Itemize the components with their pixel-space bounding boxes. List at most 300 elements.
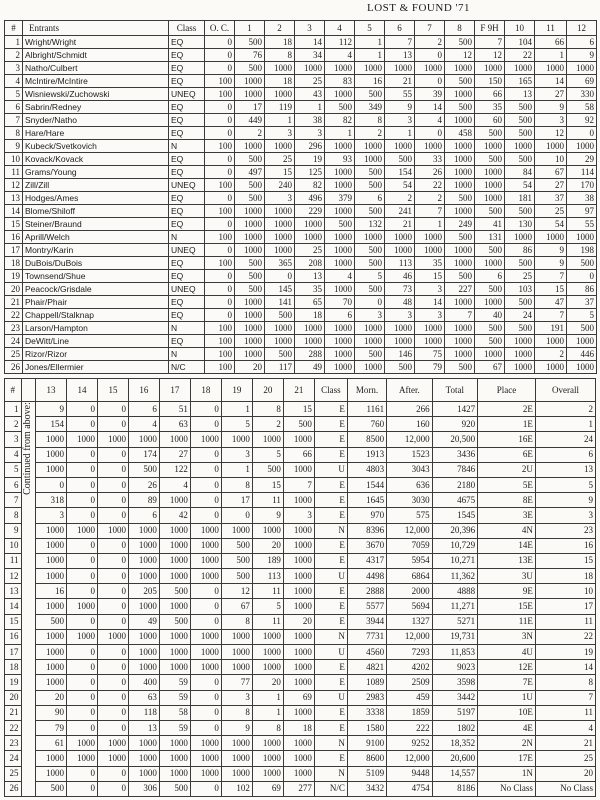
table-cell: 1000: [535, 231, 567, 244]
table-cell: 1: [252, 705, 283, 720]
table-cell: 1: [295, 101, 325, 114]
table-cell: 0: [66, 553, 97, 568]
table-row: [5, 166, 597, 179]
table-cell: 17: [235, 101, 265, 114]
table-cell: EQ: [169, 127, 205, 140]
table-row: [5, 432, 596, 447]
column-header: 7: [415, 21, 445, 36]
table-cell: 4: [128, 417, 159, 432]
table-cell: 1000: [283, 538, 314, 553]
table-cell: 1000: [445, 335, 475, 348]
table-cell: 575: [387, 508, 432, 523]
table-cell: E: [314, 599, 347, 614]
table-cell: 77: [221, 675, 252, 690]
table-cell: 4498: [347, 569, 386, 584]
table-cell: EQ: [169, 101, 205, 114]
table-cell: 1000: [355, 231, 385, 244]
table-cell: 1000: [505, 335, 535, 348]
table-cell: 15E: [478, 599, 536, 614]
table-cell: 42: [159, 508, 190, 523]
table-cell: 497: [235, 166, 265, 179]
table-row: [5, 553, 596, 568]
table-cell: 21: [5, 705, 22, 720]
table-cell: 15: [535, 283, 567, 296]
table-cell: 8: [355, 114, 385, 127]
table-cell: 3: [35, 508, 66, 523]
table-cell: 11E: [478, 614, 536, 629]
table-cell: 8: [5, 508, 22, 523]
table-cell: 500: [283, 417, 314, 432]
table-cell: 51: [159, 402, 190, 417]
table-cell: 160: [387, 417, 432, 432]
table-cell: 500: [505, 101, 535, 114]
table-cell: 1545: [432, 508, 477, 523]
table-cell: E: [314, 447, 347, 462]
table-cell: 500: [355, 205, 385, 218]
table-cell: 7293: [387, 645, 432, 660]
table-cell: 8186: [432, 781, 477, 796]
table-cell: UNEQ: [169, 244, 205, 257]
table-cell: 4: [325, 270, 355, 283]
table-row: [5, 629, 596, 644]
table-cell: 100: [205, 348, 235, 361]
table-cell: 1000: [445, 114, 475, 127]
table-cell: 4: [325, 49, 355, 62]
table-cell: 1000: [190, 766, 221, 781]
table-cell: 37: [567, 296, 597, 309]
table-cell: 0: [205, 309, 235, 322]
table-cell: 1523: [387, 447, 432, 462]
table-cell: 920: [432, 417, 477, 432]
table-cell: 1000: [265, 62, 295, 75]
table-cell: 330: [567, 88, 597, 101]
table-cell: 6: [5, 101, 23, 114]
table-cell: 1000: [567, 140, 597, 153]
table-cell: 3338: [347, 705, 386, 720]
table-cell: 1000: [190, 629, 221, 644]
table-cell: 19: [295, 153, 325, 166]
table-cell: 9023: [432, 660, 477, 675]
table-cell: 10: [5, 538, 22, 553]
table-cell: 5: [5, 88, 23, 101]
table-cell: 1000: [385, 335, 415, 348]
table-cell: 500: [475, 153, 505, 166]
table-cell: 1000: [283, 629, 314, 644]
table-cell: 1000: [128, 766, 159, 781]
table-cell: 1000: [475, 192, 505, 205]
table-cell: 0: [415, 75, 445, 88]
table-cell: 1000: [235, 140, 265, 153]
table-cell: 8: [221, 477, 252, 492]
table-cell: 4: [415, 114, 445, 127]
table-cell: 1000: [325, 179, 355, 192]
table-cell: 1000: [535, 62, 567, 75]
table-cell: 4821: [347, 660, 386, 675]
table-cell: 16: [5, 231, 23, 244]
table-cell: 102: [221, 781, 252, 796]
table-cell: 1000: [283, 584, 314, 599]
table-cell: 0: [66, 705, 97, 720]
table-cell: 0: [205, 296, 235, 309]
table-cell: 0: [205, 114, 235, 127]
table-cell: 1000: [535, 361, 567, 374]
table-cell: 500: [235, 270, 265, 283]
table-row: [5, 584, 596, 599]
table-cell: 9: [5, 140, 23, 153]
table-cell: 500: [252, 462, 283, 477]
table-cell: 8: [5, 127, 23, 140]
table-cell: 0: [66, 417, 97, 432]
table-cell: 1000: [159, 493, 190, 508]
table-row: [5, 690, 596, 705]
table-cell: 10,271: [432, 553, 477, 568]
table-row: [5, 101, 597, 114]
table-cell: 1000: [159, 645, 190, 660]
table-cell: 400: [128, 675, 159, 690]
table-cell: 25: [535, 751, 595, 766]
table-cell: 18: [535, 569, 595, 584]
table-cell: 1000: [415, 244, 445, 257]
column-header: 18: [190, 379, 221, 402]
table-cell: 92: [567, 114, 597, 127]
table-cell: 0: [190, 614, 221, 629]
table-cell: 1000: [190, 432, 221, 447]
table-cell: 1000: [235, 88, 265, 101]
table-cell: 7846: [432, 462, 477, 477]
table-cell: 1000: [35, 538, 66, 553]
table-cell: 9100: [347, 736, 386, 751]
table-cell: 35: [415, 257, 445, 270]
table-row: [5, 179, 597, 192]
table-cell: 1000: [415, 231, 445, 244]
table-row: [5, 462, 596, 477]
table-cell: 66: [535, 36, 567, 49]
table-cell: 0: [97, 584, 128, 599]
table-cell: 1000: [505, 348, 535, 361]
table-cell: 5: [567, 309, 597, 322]
table-cell: 8396: [347, 523, 386, 538]
table-cell: 25: [505, 270, 535, 283]
table-cell: 349: [355, 101, 385, 114]
table-cell: 118: [128, 705, 159, 720]
table-cell: 500: [235, 257, 265, 270]
table-cell: 0: [97, 462, 128, 477]
table-cell: 1: [355, 49, 385, 62]
table-cell: 13: [5, 192, 23, 205]
column-header: 13: [35, 379, 66, 402]
table-cell: 2: [5, 417, 22, 432]
table-row: [5, 348, 597, 361]
table-cell: 19: [5, 270, 23, 283]
table-cell: 1000: [445, 166, 475, 179]
table-cell: 9252: [387, 736, 432, 751]
entrant-name: Albright/Schmidt: [23, 49, 169, 62]
table-cell: 0: [66, 675, 97, 690]
entrant-name: Phair/Phair: [23, 296, 169, 309]
table-cell: 0: [190, 599, 221, 614]
table-cell: 191: [535, 322, 567, 335]
table-cell: 15: [265, 166, 295, 179]
table-row: [5, 361, 597, 374]
table-cell: 2: [385, 192, 415, 205]
table-cell: 100: [205, 75, 235, 88]
table-cell: 249: [445, 218, 475, 231]
table-cell: 29: [567, 153, 597, 166]
table-cell: 1000: [235, 296, 265, 309]
table-cell: 500: [445, 36, 475, 49]
table-cell: 1000: [265, 244, 295, 257]
table-cell: 3: [265, 127, 295, 140]
table-cell: 21: [385, 75, 415, 88]
table-cell: 67: [221, 599, 252, 614]
table-cell: 100: [205, 361, 235, 374]
table-cell: 18: [5, 257, 23, 270]
table-cell: 241: [385, 205, 415, 218]
table-cell: 0: [97, 766, 128, 781]
sidebar-header: [21, 379, 35, 402]
table-cell: 10,729: [432, 538, 477, 553]
table-cell: 24: [5, 751, 22, 766]
table-cell: 5E: [478, 477, 536, 492]
table-cell: 1: [221, 462, 252, 477]
table-cell: E: [314, 402, 347, 417]
table-row: [5, 49, 597, 62]
table-cell: 59: [159, 675, 190, 690]
table-cell: N: [169, 231, 205, 244]
column-header: Entrants: [23, 21, 169, 36]
table-cell: 500: [475, 335, 505, 348]
table-cell: 449: [235, 114, 265, 127]
table-cell: 26: [415, 166, 445, 179]
table-cell: 104: [505, 36, 535, 49]
table-cell: 0: [66, 690, 97, 705]
table-cell: 189: [252, 553, 283, 568]
table-cell: 1000: [35, 523, 66, 538]
table-cell: 1000: [355, 335, 385, 348]
table-cell: 0: [66, 720, 97, 735]
table-cell: 1000: [415, 335, 445, 348]
table-cell: 1000: [385, 322, 415, 335]
table-cell: 17E: [478, 751, 536, 766]
table-cell: 1U: [478, 690, 536, 705]
table-cell: 0: [97, 690, 128, 705]
table-cell: 227: [445, 283, 475, 296]
table-cell: 0: [97, 569, 128, 584]
table-cell: 67: [475, 361, 505, 374]
table-cell: 500: [355, 257, 385, 270]
table-cell: 1000: [265, 205, 295, 218]
table-cell: 0: [205, 36, 235, 49]
table-cell: 7: [415, 205, 445, 218]
table-cell: 1000: [535, 335, 567, 348]
entrant-name: Larson/Hampton: [23, 322, 169, 335]
table-row: [5, 599, 596, 614]
table-cell: 500: [35, 781, 66, 796]
table-cell: 58: [159, 705, 190, 720]
table-cell: E: [314, 614, 347, 629]
table-row: [5, 675, 596, 690]
table-cell: 0: [205, 192, 235, 205]
table-cell: 25: [5, 348, 23, 361]
table-cell: 1000: [159, 629, 190, 644]
entrant-name: Hare/Hare: [23, 127, 169, 140]
table-cell: 22: [415, 179, 445, 192]
table-cell: E: [314, 432, 347, 447]
table-cell: 1000: [221, 432, 252, 447]
table-cell: 60: [475, 114, 505, 127]
table-cell: 33: [415, 153, 445, 166]
table-cell: 3: [535, 508, 595, 523]
table-cell: 2E: [478, 402, 536, 417]
table-cell: 1000: [35, 569, 66, 584]
table-cell: 0: [97, 417, 128, 432]
table-cell: 6: [535, 447, 595, 462]
table-cell: 2: [235, 127, 265, 140]
table-cell: 3: [295, 127, 325, 140]
table-cell: 55: [567, 218, 597, 231]
table-cell: 86: [505, 244, 535, 257]
table-cell: 1000: [475, 166, 505, 179]
table-cell: 1000: [283, 599, 314, 614]
table-cell: 39: [415, 88, 445, 101]
table-cell: 8600: [347, 751, 386, 766]
table-cell: 46: [385, 270, 415, 283]
table-cell: 1000: [567, 361, 597, 374]
table-cell: 3N: [478, 629, 536, 644]
table-cell: 22: [5, 309, 23, 322]
table-cell: 122: [159, 462, 190, 477]
table-cell: 16E: [478, 432, 536, 447]
entrant-name: Kubeck/Svetkovich: [23, 140, 169, 153]
table-cell: 100: [205, 257, 235, 270]
table-cell: 1000: [235, 231, 265, 244]
table-cell: 0: [415, 49, 445, 62]
table-cell: 318: [35, 493, 66, 508]
table-cell: 75: [415, 348, 445, 361]
table-cell: 20: [252, 538, 283, 553]
table-cell: 22: [505, 49, 535, 62]
table-cell: 3436: [432, 447, 477, 462]
table-cell: 1000: [128, 538, 159, 553]
table-cell: 13: [128, 720, 159, 735]
table-cell: 446: [567, 348, 597, 361]
table-cell: 59: [159, 690, 190, 705]
table-cell: 54: [385, 179, 415, 192]
table-cell: 1000: [97, 432, 128, 447]
table-cell: 3: [283, 508, 314, 523]
table-cell: 1000: [128, 523, 159, 538]
table-cell: 9: [535, 257, 567, 270]
table-cell: 500: [221, 569, 252, 584]
table-cell: 1000: [252, 736, 283, 751]
table-cell: 500: [475, 244, 505, 257]
table-cell: 3: [221, 447, 252, 462]
table-cell: 37: [535, 192, 567, 205]
table-cell: 10E: [478, 705, 536, 720]
table-cell: 20,600: [432, 751, 477, 766]
entrant-name: DeWitt/Line: [23, 335, 169, 348]
table-cell: 119: [265, 101, 295, 114]
table-cell: 0: [205, 127, 235, 140]
table-cell: 1000: [325, 335, 355, 348]
table-cell: 1000: [35, 675, 66, 690]
table-cell: 1000: [252, 523, 283, 538]
table-cell: 7: [5, 493, 22, 508]
table-cell: 69: [252, 781, 283, 796]
table-cell: No Class: [478, 781, 536, 796]
bottom-header-row: [5, 379, 596, 402]
table-cell: 15: [535, 553, 595, 568]
table-cell: 1000: [159, 766, 190, 781]
table-cell: 4: [5, 75, 23, 88]
table-cell: 1000: [283, 751, 314, 766]
table-cell: 500: [221, 538, 252, 553]
table-cell: 9: [535, 101, 567, 114]
table-cell: 100: [205, 205, 235, 218]
table-cell: 103: [505, 283, 535, 296]
table-cell: 500: [355, 166, 385, 179]
table-cell: 1000: [190, 553, 221, 568]
table-cell: 0: [190, 675, 221, 690]
results-table-bottom: [4, 378, 596, 797]
table-cell: 1000: [283, 493, 314, 508]
table-cell: 1000: [221, 660, 252, 675]
table-cell: 4754: [387, 781, 432, 796]
table-row: [5, 417, 596, 432]
table-cell: EQ: [169, 153, 205, 166]
table-cell: 20: [5, 690, 22, 705]
entrant-name: Peacock/Grisdale: [23, 283, 169, 296]
table-cell: 4E: [478, 720, 536, 735]
table-cell: 55: [385, 88, 415, 101]
table-cell: 3: [5, 62, 23, 75]
table-cell: 1000: [475, 62, 505, 75]
table-cell: 458: [445, 127, 475, 140]
table-cell: 100: [205, 179, 235, 192]
table-cell: 500: [325, 101, 355, 114]
table-cell: 0: [66, 584, 97, 599]
column-header: After.: [387, 379, 432, 402]
entrant-name: Grams/Young: [23, 166, 169, 179]
table-cell: 9: [252, 508, 283, 523]
table-cell: 17: [221, 493, 252, 508]
table-cell: 6: [355, 192, 385, 205]
table-cell: 1000: [325, 88, 355, 101]
table-cell: E: [314, 493, 347, 508]
table-cell: 3: [355, 309, 385, 322]
table-cell: 1000: [252, 766, 283, 781]
table-cell: EQ: [169, 166, 205, 179]
entrant-name: Aprill/Welch: [23, 231, 169, 244]
table-cell: 1000: [159, 751, 190, 766]
table-cell: 6864: [387, 569, 432, 584]
table-cell: 83: [325, 75, 355, 88]
table-cell: 21: [535, 736, 595, 751]
table-cell: 1000: [35, 447, 66, 462]
table-cell: 1000: [445, 179, 475, 192]
table-cell: 0: [190, 705, 221, 720]
table-cell: 14: [535, 660, 595, 675]
table-cell: 1000: [235, 75, 265, 88]
table-cell: 2509: [387, 675, 432, 690]
table-cell: 154: [385, 166, 415, 179]
table-cell: 14E: [478, 538, 536, 553]
table-cell: 12: [5, 569, 22, 584]
table-cell: 13: [5, 584, 22, 599]
table-cell: 1000: [265, 218, 295, 231]
table-cell: 63: [128, 690, 159, 705]
table-cell: 70: [325, 296, 355, 309]
